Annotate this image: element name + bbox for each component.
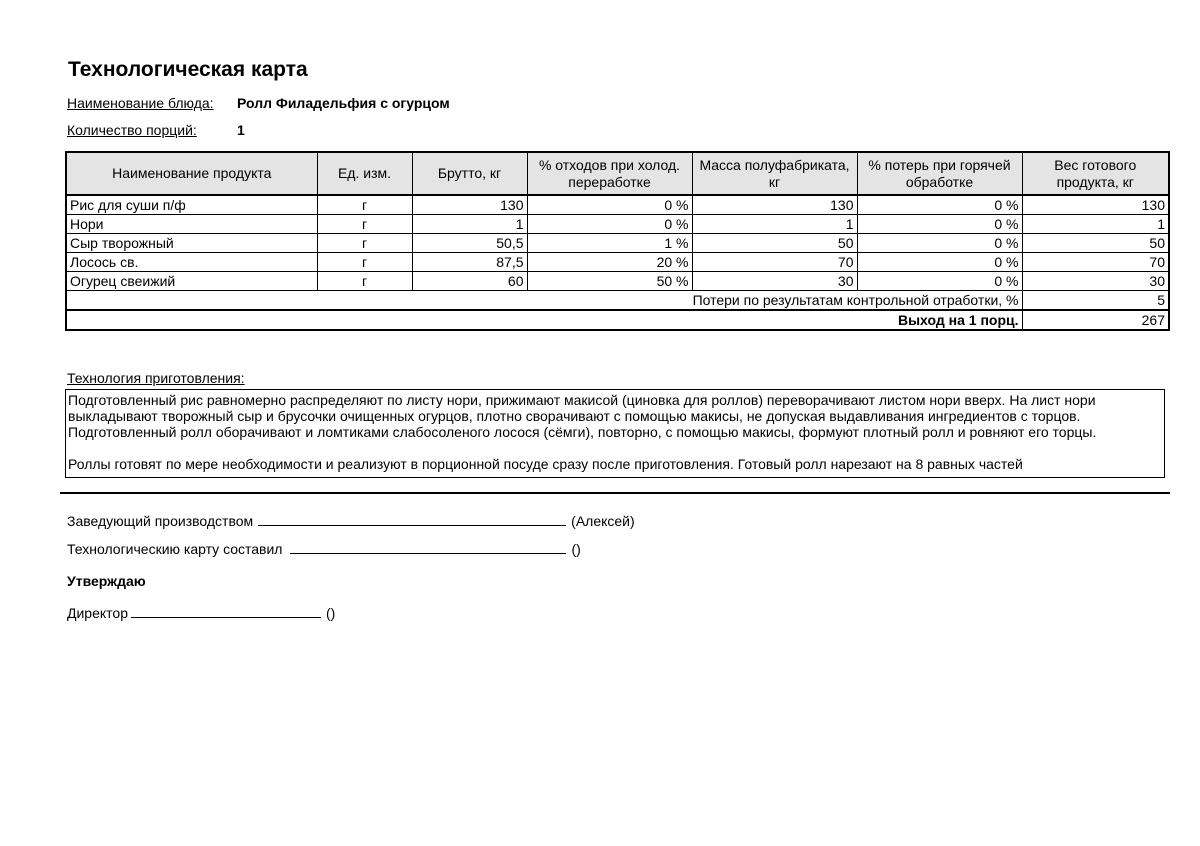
product-final-weight: 130 [1022, 195, 1169, 215]
portions-label: Количество порций: [67, 122, 197, 138]
manager-name: (Алексей) [571, 513, 635, 529]
portions-value: 1 [237, 122, 245, 138]
product-cold-waste: 0 % [527, 215, 692, 234]
compiler-label: Технологическию карту составил [67, 541, 283, 557]
header-unit: Ед. изм. [317, 152, 412, 195]
director-signature-row [67, 604, 335, 622]
product-final-weight: 70 [1022, 253, 1169, 272]
product-name: Сыр творожный [66, 234, 317, 253]
product-cold-waste: 1 % [527, 234, 692, 253]
product-cold-waste: 50 % [527, 272, 692, 291]
product-final-weight: 50 [1022, 234, 1169, 253]
product-hot-loss: 0 % [857, 234, 1022, 253]
header-hot-loss: % потерь при горячей обработке [857, 152, 1022, 195]
product-name: Огурец свеижий [66, 272, 317, 291]
technology-paragraph: Роллы готовят по мере необходимости и реализуют в порционной посуде сразу после приготовления. Готовый ролл нарезают на 8 равных частей [68, 456, 1023, 472]
product-gross: 60 [412, 272, 527, 291]
product-semi-mass: 30 [692, 272, 857, 291]
control-loss-value: 5 [1022, 291, 1169, 311]
dish-name-row [67, 94, 450, 112]
technology-heading: Технология приготовления: [67, 370, 245, 386]
product-gross: 130 [412, 195, 527, 215]
product-cold-waste: 20 % [527, 253, 692, 272]
product-semi-mass: 1 [692, 215, 857, 234]
table-row [66, 272, 1169, 291]
product-gross: 1 [412, 215, 527, 234]
manager-label: Заведующий производством [67, 513, 254, 529]
product-gross: 87,5 [412, 253, 527, 272]
header-product-name: Наименование продукта [66, 152, 317, 195]
product-unit: г [317, 234, 412, 253]
product-cold-waste: 0 % [527, 195, 692, 215]
director-name: () [325, 605, 336, 621]
product-semi-mass: 50 [692, 234, 857, 253]
product-hot-loss: 0 % [857, 272, 1022, 291]
dish-name-value: Ролл Филадельфия с огурцом [237, 95, 450, 111]
table-row [66, 234, 1169, 253]
control-loss-label: Потери по результатам контрольной отработки, % [66, 291, 1022, 311]
product-semi-mass: 130 [692, 195, 857, 215]
product-hot-loss: 0 % [857, 253, 1022, 272]
yield-row [66, 310, 1169, 330]
header-final-weight: Вес готового продукта, кг [1022, 152, 1169, 195]
product-semi-mass: 70 [692, 253, 857, 272]
manager-signature-row [67, 512, 635, 530]
header-cold-waste: % отходов при холод. переработке [527, 152, 692, 195]
product-name: Рис для суши п/ф [66, 195, 317, 215]
table-row [66, 253, 1169, 272]
portions-row [67, 121, 245, 139]
product-unit: г [317, 215, 412, 234]
product-gross: 50,5 [412, 234, 527, 253]
yield-label: Выход на 1 порц. [66, 310, 1022, 330]
product-name: Нори [66, 215, 317, 234]
section-divider [60, 492, 1170, 494]
header-gross: Брутто, кг [412, 152, 527, 195]
yield-value: 267 [1022, 310, 1169, 330]
product-unit: г [317, 195, 412, 215]
product-hot-loss: 0 % [857, 195, 1022, 215]
signature-line [258, 512, 566, 526]
products-table [65, 151, 1170, 331]
director-label: Директор [67, 605, 128, 621]
signature-line [131, 604, 321, 618]
control-loss-row [66, 291, 1169, 311]
table-header-row [66, 152, 1169, 195]
table-row [66, 195, 1169, 215]
compiler-signature-row [67, 540, 581, 558]
dish-name-label: Наименование блюда: [67, 95, 214, 111]
product-unit: г [317, 253, 412, 272]
table-row [66, 215, 1169, 234]
product-name: Лосось св. [66, 253, 317, 272]
compiler-name: () [571, 541, 581, 557]
product-final-weight: 1 [1022, 215, 1169, 234]
header-semi-mass: Масса полуфабриката, кг [692, 152, 857, 195]
product-hot-loss: 0 % [857, 215, 1022, 234]
approve-label: Утверждаю [67, 573, 146, 589]
product-final-weight: 30 [1022, 272, 1169, 291]
signature-line [290, 540, 566, 554]
technology-description [65, 389, 1165, 478]
document-title: Технологическая карта [68, 58, 308, 81]
product-unit: г [317, 272, 412, 291]
technology-paragraph: Подготовленный рис равномерно распределяют по листу нори, прижимают макисой (циновка для роллов) переворачивают листом нори вверх. На лист нори выкладывают творожный сыр и брусочки очищенных огурцов, плотно сворачивают с помощью макисы, не допуская выдавливания ингредиентов с торцов. Подготовленный ролл оборачивают и ломтиками слабосоленого лосося (сёмги), повторно, с помощью макисы, формуют плотный ролл и ровняют его торцы. [68, 392, 1097, 440]
